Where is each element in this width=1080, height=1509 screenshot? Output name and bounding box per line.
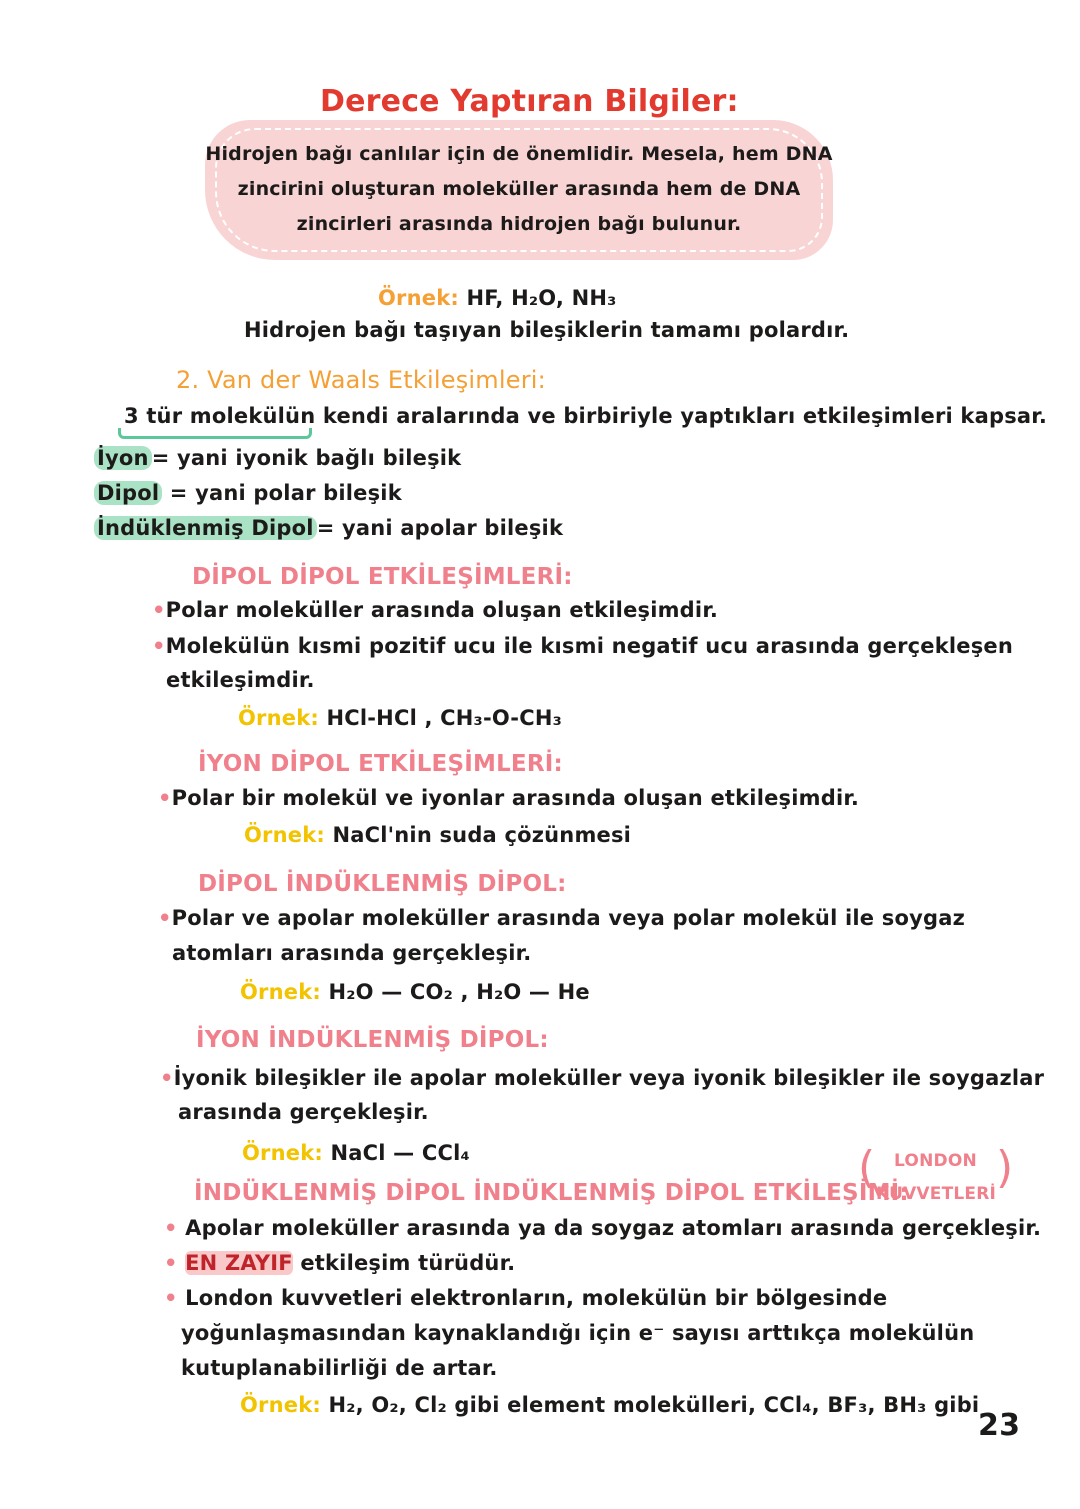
section-heading: DİPOL DİPOL ETKİLEŞİMLERİ: (192, 564, 573, 590)
def: = yani apolar bileşik (316, 516, 564, 540)
bullet: etkileşim türüdür. (292, 1251, 516, 1275)
example: NaCl'nin suda çözünmesi (332, 823, 632, 847)
example: H₂O — CO₂ , H₂O — He (328, 980, 590, 1004)
ornek-label: Örnek: (244, 823, 325, 847)
note: Hidrojen bağı taşıyan bileşiklerin tamamı polardır. (244, 318, 850, 342)
section-heading: İYON DİPOL ETKİLEŞİMLERİ: (198, 751, 563, 777)
section-heading: İYON İNDÜKLENMİŞ DİPOL: (196, 1027, 549, 1053)
bullet: Polar ve apolar moleküller arasında veya polar molekül ile soygaz (171, 906, 965, 930)
bullet-cont: atomları arasında gerçekleşir. (172, 941, 532, 965)
info-line: zincirini oluşturan moleküller arasında hem de DNA (237, 178, 801, 200)
term: Dipol (94, 481, 162, 505)
bullet-cont: kutuplanabilirliği de artar. (181, 1356, 498, 1380)
bracket-open: ( (858, 1142, 876, 1193)
section-heading: DİPOL İNDÜKLENMİŞ DİPOL: (198, 871, 567, 897)
highlight: EN ZAYIF (185, 1251, 293, 1275)
info-line: Hidrojen bağı canlılar için de önemlidir. Mesela, hem DNA (205, 143, 833, 165)
section-heading: İNDÜKLENMİŞ DİPOL İNDÜKLENMİŞ DİPOL ETKİLEŞİMİ: (194, 1180, 909, 1206)
example: HF, H₂O, NH₃ (466, 286, 617, 310)
term: İyon (94, 446, 152, 470)
underlined-text: 3 tür molekülün (124, 404, 316, 428)
aside-line: KUVVETLERİ (876, 1184, 997, 1204)
bullet: London kuvvetleri elektronların, molekülün bir bölgesinde (185, 1286, 888, 1310)
bullet: Molekülün kısmi pozitif ucu ile kısmi negatif ucu arasında gerçekleşen (165, 634, 1014, 658)
example: HCl-HCl , CH₃-O-CH₃ (326, 706, 563, 730)
bullet-cont: etkileşimdir. (166, 668, 315, 692)
ornek-label: Örnek: (378, 286, 459, 310)
ornek-label: Örnek: (240, 980, 321, 1004)
bullet-cont: yoğunlaşmasından kaynaklandığı için e⁻ sayısı arttıkça molekülün (181, 1321, 975, 1345)
aside-line: LONDON (894, 1151, 977, 1171)
bracket-close: ) (996, 1142, 1014, 1193)
desc: kendi aralarında ve birbiriyle yaptıkları etkileşimleri kapsar. (315, 404, 1048, 428)
bullet: Polar bir molekül ve iyonlar arasında oluşan etkileşimdir. (171, 786, 860, 810)
ornek-label: Örnek: (238, 706, 319, 730)
ornek-label: Örnek: (240, 1393, 321, 1417)
page-title: Derece Yaptıran Bilgiler: (320, 84, 739, 119)
bullet: Apolar moleküller arasında ya da soygaz atomları arasında gerçekleşir. (185, 1216, 1042, 1240)
section-heading: 2. Van der Waals Etkileşimleri: (176, 366, 546, 394)
bullet: İyonik bileşikler ile apolar moleküller veya iyonik bileşikler ile soygazlar (173, 1066, 1045, 1090)
def: = yani polar bileşik (162, 481, 402, 505)
page-number: 23 (978, 1408, 1021, 1443)
info-line: zincirleri arasında hidrojen bağı bulunur. (296, 213, 742, 235)
underline-brace (118, 428, 312, 439)
example: H₂, O₂, Cl₂ gibi element molekülleri, CCl₄, BF₃, BH₃ gibi (328, 1393, 980, 1417)
bullet: Polar moleküller arasında oluşan etkileşimdir. (165, 598, 719, 622)
bullet-cont: arasında gerçekleşir. (178, 1100, 429, 1124)
ornek-label: Örnek: (242, 1141, 323, 1165)
example: NaCl — CCl₄ (330, 1141, 470, 1165)
def: = yani iyonik bağlı bileşik (151, 446, 462, 470)
term: İndüklenmiş Dipol (94, 516, 317, 540)
